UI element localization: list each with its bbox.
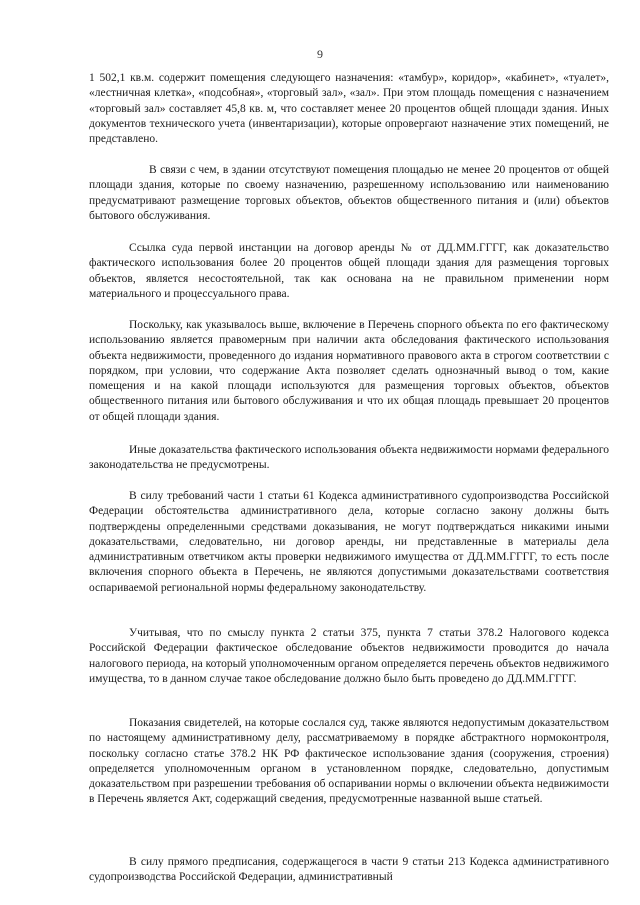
paragraph-article-61: В силу требований части 1 статьи 61 Кодекса административного судопроизводства Российской Федерации обстоятельства административного дела, которые согласно закону должны быть подтверждены определенными средствами доказывания, не могут подтверждаться никакими иными доказательствами, следовательно, ни договор аренды, ни представленные в материалы дела административным ответчиком акты проверки недвижимого имущества от ДД.ММ.ГГГГ, то есть после включения спорного объекта в Перечень, не являются допустимыми доказательствами соответствия оспариваемой региональной нормы федеральному законодательству. (89, 490, 609, 594)
paragraph-lease-reference: Ссылка суда первой инстанции на договор аренды № от ДД.ММ.ГГГГ, как доказательство фактического использования более 20 процентов общей площади здания для размещения торговых объектов, является несостоятельной, так как основана на не правильном применении норм материального и процессуального права. (89, 242, 609, 300)
paragraph-no-premises: В связи с чем, в здании отсутствуют помещения площадью не менее 20 процентов от общей площади здания, которые по своему назначению, разрешенному использованию или наименованию предусматривают размещение торговых объектов, объектов общественного питания и (или) объектов бытового обслуживания. (89, 164, 609, 222)
paragraph-witness-testimony: Показания свидетелей, на которые сослался суд, также являются недопустимым доказательством по настоящему административному делу, рассматриваемому в порядке абстрактного нормоконтроля, поскольку согласно статье 378.2 НК РФ фактическое использование здания (сооружения, строения) определяется уполномоченным органом в установленном порядке, следовательно, допустимым доказательством при разрешении требования об оспаривании нормы о включении объекта недвижимости в Перечень является Акт, содержащий сведения, предусмотренные названной выше статьей. (89, 717, 609, 806)
paragraph-article-213: В силу прямого предписания, содержащегося в части 9 статьи 213 Кодекса административного судопроизводства Российской Федерации, административный (89, 856, 609, 884)
paragraph-tax-code: Учитывая, что по смыслу пункта 2 статьи 375, пункта 7 статьи 378.2 Налогового кодекса Российской Федерации фактическое обследование объектов недвижимости проводится до начала налогового периода, на который уполномоченным органом определяется перечень объектов недвижимого имущества, то в данном случае такое обследование должно было быть проведено до ДД.ММ.ГГГГ. (89, 627, 609, 685)
paragraph-other-evidence: Иные доказательства фактического использования объекта недвижимости нормами федерального законодательства не предусмотрены. (89, 444, 610, 472)
paragraph-room-purposes: 1 502,1 кв.м. содержит помещения следующего назначения: «тамбур», коридор», «кабинет», «туалет», «лестничная клетка», «подсобная», «торговый зал», «зал». При этом площадь помещения с назначением «торговый зал» составляет 45,8 кв. м, что составляет менее 20 процентов общей площади здания. Иных документов технического учета (инвентаризации), которые опровергают назначение этих помещений, не представлено. (89, 72, 609, 146)
page-number: 9 (317, 47, 323, 61)
paragraph-inclusion-act: Поскольку, как указывалось выше, включение в Перечень спорного объекта по его фактическому использованию является правомерным при наличии акта обследования фактического использования объекта недвижимости, проведенного до издания нормативного правового акта в строгом соответствии с порядком, при условии, что содержание Акта позволяет сделать однозначный вывод о том, какие помещения и на какой площади используются для размещения торговых объектов, объектов общественного питания или бытового обслуживания и что их общая площадь превышает 20 процентов от общей площади здания. (89, 319, 609, 423)
